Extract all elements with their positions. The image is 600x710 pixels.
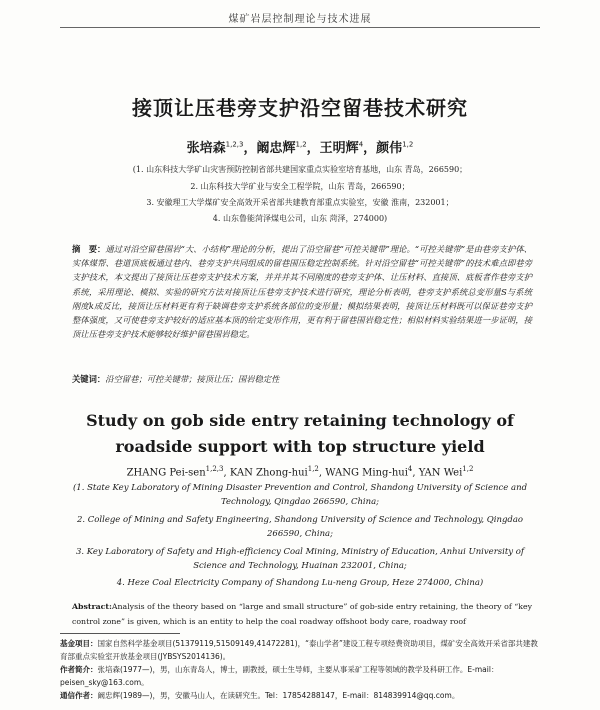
english-abstract [72,599,532,629]
footnote-rule [60,633,180,634]
en-author-sup: 4 [407,465,413,473]
cn-abstract-text: 通过对沿空留巷围岩“大、小结构”理论的分析，提出了沿空留巷“可控关键带”理论。“可控关键带”是由巷旁支护体、实体煤帮、巷道顶底板通过巷内、巷旁支护共同组成的留巷围压稳定控制系统。针对沿空留巷“可控关键带”的技术难点即巷旁支护技术，本文提出了接顶让压巷旁支护技术方案，并并并其不同刚度的巷旁支护体、让压材料、直接顶、底板者作巷旁支护系统，采用理论、模拟、实验的研究方法对接顶让压巷旁支护技术进行研究，理论分析表明，巷旁支护系统总变形量S与系统刚度k成反比，接顶让压材料更有利于缺调巷旁支护系统各部位的变形量；模拟结果表明，接顶让压材料既可以保证巷旁支护整体强度，又可使巷旁支护较好的适应基本顶的给定变形作用，更有利于留巷围岩稳定性；相似材料实验结果进一步证明，接顶让压巷旁支护技术能够较好维护留巷围岩稳定。 [72,244,532,340]
en-abstract-text: Analysis of the theory based on “large and small structure” of gob-side entry retaining, the theory of “key control zone” is given, which is an entity to help the coal roadway offshoot body care, roadway roof [72,602,532,626]
cn-affiliation-2: 2. 山东科技大学矿业与安全工程学院，山东 青岛，266590； [190,182,410,191]
chinese-abstract [72,242,532,341]
cn-author-sep: ， [363,141,377,156]
cn-abstract-label: 摘 要： [72,244,106,254]
footnote-label: 基金项目： [60,639,98,648]
en-affiliation-1: (1. State Key Laboratory of Mining Disaster Prevention and Control, Shandong University of Science and Technology, Qingdao 266590, China; [72,483,528,507]
cn-author-name: 阚忠辉 [256,141,296,156]
cn-keywords-label: 关键词： [72,374,106,384]
english-title: Study on gob side entry retaining technology of roadside support with top structure yield [86,411,514,456]
footnote-corresponding [60,689,540,702]
cn-author-sep: ， [306,141,320,156]
en-author-sep: , [318,467,326,479]
footnote-label: 通信作者： [60,691,98,700]
cn-author-name: 颜伟 [376,141,403,156]
cn-author-name: 王明辉 [319,141,359,156]
en-author-sep: , [223,467,230,479]
cn-affiliation-4: 4. 山东鲁能菏泽煤电公司，山东 菏泽，274000) [212,214,388,223]
en-affiliation-3: 3. Key Laboratory of Safety and High-efficiency Coal Mining, Ministry of Education, Anhui University of Science and Technology, Huainan 232001, China; [75,547,525,571]
cn-affiliation-1: (1. 山东科技大学矿山灾害预防控制省部共建国家重点实验室培育基地，山东 青岛，266590； [132,165,468,174]
en-author-sup: 1,2,3 [205,465,224,473]
english-authors [0,465,600,478]
en-author-name: YAN Wei [418,467,463,479]
en-author-name: WANG Ming-hui [325,467,408,479]
en-affiliation-2: 2. College of Mining and Safety Engineering, Shandong University of Science and Technology, Qingdao 266590, China; [76,515,524,539]
header-rule [60,27,540,28]
cn-affiliation-3: 3. 安徽理工大学煤矿安全高效开采省部共建教育部重点实验室，安徽 淮南，232001； [146,198,454,207]
en-abstract-label: Abstract: [72,602,112,611]
cn-author-name: 张培森 [186,141,226,156]
footnote-text: 国家自然科学基金项目(51379119,51509149,41472281)，“泰山学者”建设工程专项经费资助项目，煤矿安全高效开采省部共建教育部重点实验室开放基金项目(JYBSYS2014136)。 [60,639,538,661]
cn-keywords-text: 沿空留巷；可控关键带；接顶让压；围岩稳定性 [105,374,280,384]
en-affiliation-4: 4. Heze Coal Electricity Company of Shandong Lu-neng Group, Heze 274000, China) [116,578,484,588]
chinese-keywords [72,372,532,386]
en-author-sep: , [412,467,419,479]
journal-header: 煤矿岩层控制理论与技术进展 [228,14,372,25]
cn-author-sup: 1,2 [295,140,307,149]
footnote-author-bio [60,663,540,689]
footnote-funding [60,637,540,663]
footnote-label: 作者简介： [60,665,98,674]
chinese-title: 接顶让压巷旁支护沿空留巷技术研究 [132,96,468,120]
cn-author-sup: 1,2 [402,140,414,149]
en-author-name: ZHANG Pei-sen [126,467,206,479]
footnotes [60,637,540,702]
en-author-sup: 1,2 [307,465,319,473]
cn-author-sep: ， [243,141,257,156]
footnote-text: 阚忠辉(1989—)，男，安徽马山人，在读研究生。Tel：17854288147，E-mail：814839914@qq.com。 [97,691,460,700]
cn-author-sup: 4 [358,140,364,149]
cn-author-sup: 1,2,3 [225,140,244,149]
chinese-authors [0,137,600,156]
en-author-name: KAN Zhong-hui [229,467,308,479]
footnote-text: 张培森(1977—)，男，山东青岛人，博士，副教授，硕士生导师，主要从事采矿工程等领域的教学及科研工作。E-mail：peisen_sky@163.com。 [60,665,499,687]
en-author-sup: 1,2 [462,465,474,473]
